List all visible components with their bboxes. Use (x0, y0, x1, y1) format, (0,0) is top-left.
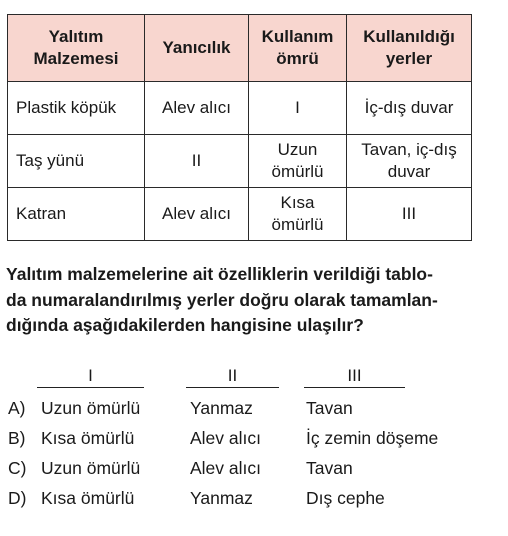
options-header-i (37, 366, 144, 388)
cell-line: III (401, 204, 417, 223)
cell-line: Kısa (280, 193, 315, 212)
table-row (8, 188, 472, 241)
option-value-ii: Yanmaz (190, 398, 253, 418)
header-line: Kullanıldığı (363, 27, 455, 46)
options-header-rule (186, 387, 279, 388)
table-cell (249, 82, 347, 135)
option-letter: C) (8, 458, 27, 478)
option-value-i: Uzun ömürlü (41, 458, 141, 478)
table-cell (249, 188, 347, 241)
question-line: dığında aşağıdakilerden hangisine ulaşılır? (6, 315, 364, 335)
options-header-label: I (88, 366, 93, 385)
header-lifetime (249, 15, 347, 82)
table-cell (8, 135, 145, 188)
header-material (8, 15, 145, 82)
table-cell (8, 188, 145, 241)
option-letter: B) (8, 428, 26, 448)
cell-line: Uzun (277, 140, 318, 159)
option-value-ii: Alev alıcı (190, 458, 261, 478)
option-value-ii: Yanmaz (190, 488, 253, 508)
insulation-table (7, 14, 472, 241)
options-header-rule (37, 387, 144, 388)
option-value-ii: Alev alıcı (190, 428, 261, 448)
cell-line: ömürlü (271, 162, 324, 181)
cell-line: Taş yünü (16, 151, 85, 170)
option-letter: D) (8, 488, 27, 508)
cell-line: Tavan, iç-dış (361, 140, 457, 159)
option-value-iii: Dış cephe (306, 488, 385, 508)
table-cell (347, 82, 472, 135)
cell-line: Katran (16, 204, 67, 223)
option-value-i: Kısa ömürlü (41, 488, 135, 508)
header-line: yerler (385, 49, 433, 68)
option-value-i: Kısa ömürlü (41, 428, 135, 448)
cell-line: duvar (387, 162, 431, 181)
header-line: Kullanım (261, 27, 334, 46)
option-value-iii: İç zemin döşeme (306, 428, 439, 448)
options-header-label: III (347, 366, 362, 385)
cell-line: I (295, 98, 300, 117)
header-line: Malzemesi (33, 49, 119, 68)
question-line: Yalıtım malzemelerine ait özelliklerin verildiği tablo- (6, 264, 433, 284)
option-value-iii: Tavan (306, 398, 353, 418)
table-cell (145, 188, 249, 241)
options-header-iii (304, 366, 405, 388)
cell-line: ömürlü (271, 215, 324, 234)
options-header-ii (186, 366, 279, 388)
table-cell (145, 135, 249, 188)
table-header-row (8, 15, 472, 82)
cell-line: İç-dış duvar (364, 98, 454, 117)
option-value-i: Uzun ömürlü (41, 398, 141, 418)
header-usage-places (347, 15, 472, 82)
question-line: da numaralandırılmış yerler doğru olarak tamamlan- (6, 289, 438, 310)
header-flammability (145, 15, 249, 82)
cell-line: Plastik köpük (16, 98, 117, 117)
question-text (6, 262, 502, 339)
table-cell (249, 135, 347, 188)
header-line: Yalıtım (48, 27, 104, 46)
option-value-iii: Tavan (306, 458, 353, 478)
table-cell (8, 82, 145, 135)
option-letter: A) (8, 398, 26, 418)
table-cell (347, 135, 472, 188)
options-header-rule (304, 387, 405, 388)
options-header-label: II (227, 366, 238, 385)
table-row (8, 82, 472, 135)
table-cell (347, 188, 472, 241)
table-row (8, 135, 472, 188)
cell-line: II (191, 151, 202, 170)
cell-line: Alev alıcı (162, 98, 231, 117)
header-line: ömrü (276, 49, 319, 68)
table-cell (145, 82, 249, 135)
header-line: Yanıcılık (162, 38, 231, 57)
cell-line: Alev alıcı (162, 204, 231, 223)
